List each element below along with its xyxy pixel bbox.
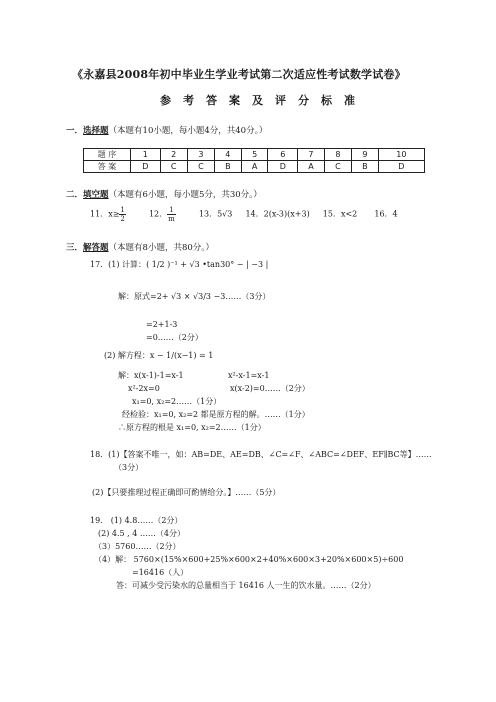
section-fill-desc: （本题有6小题，每小题5分，共30分。）: [108, 190, 262, 200]
q18-part1-score: （3分）: [114, 463, 144, 472]
section-solve-label: 三．: [66, 243, 84, 253]
q19-part1: 19． (1) 4.8……（2分）: [90, 516, 183, 525]
answer-16: 16．4: [374, 209, 398, 219]
section-fill-name: 填空题: [83, 190, 109, 200]
cell-number: 2: [160, 149, 187, 161]
section-fill-heading: [66, 188, 262, 200]
cell-answer: C: [324, 161, 351, 173]
q17-part2-step2b: x(x-2)=0……（2分）: [230, 384, 310, 393]
q17-part2-expression: x − 1/(x−1) = 1: [149, 351, 214, 360]
q17-part2-label: (2) 解方程：: [104, 351, 150, 360]
q19-part4-result: =16416（人）: [132, 568, 189, 577]
q17-part2-step1b: x²-x-1=x-1: [228, 371, 270, 380]
cell-answer: D: [131, 161, 161, 173]
q17-part2-question: [104, 351, 213, 361]
section-solve-desc: （本题有8小题，共80分。）: [108, 243, 215, 253]
fill-answers-row: [90, 206, 398, 223]
q17-part1-step3: =0……（2分）: [146, 333, 203, 342]
cell-number: 1: [131, 149, 161, 161]
cell-answer: B: [351, 161, 378, 173]
cell-answer: C: [187, 161, 214, 173]
q19-part2: (2) 4.5 , 4 ……（4分）: [98, 529, 185, 538]
answer-12-fraction: [167, 206, 176, 223]
answer-table: [83, 148, 425, 173]
cell-number: 10: [378, 149, 424, 161]
answer-11-fraction-den: 2: [120, 215, 125, 223]
row-header-number: 题 序: [84, 149, 131, 161]
cell-number: 5: [241, 149, 268, 161]
cell-number: 7: [298, 149, 325, 161]
q17-part1-label: 17．(1) 计算：: [90, 260, 147, 269]
section-fill-label: 二．: [66, 190, 84, 200]
q17-part1-question: [90, 260, 268, 270]
answer-15: 15．x<2: [322, 209, 358, 219]
answer-12-fraction-den: m: [168, 215, 175, 223]
answer-11-fraction-num: 1: [120, 206, 125, 214]
q17-part2-step4: 经检验：x₁=0, x₂=2 都是原方程的解。……（1分）: [122, 410, 310, 419]
page-title: 《永嘉县2008年初中毕业生学业考试第二次适应性考试数学试卷》: [72, 68, 406, 81]
q19-part4: （4）解： 5760×(15%×600+25%×600×2+40%×600×3+20%×600×5)÷600: [94, 555, 404, 564]
section-choice-heading: [66, 124, 267, 136]
cell-answer: D: [268, 161, 298, 173]
q17-part2-step1a: 解：x(x-1)-1=x-1: [118, 371, 184, 380]
cell-answer: C: [160, 161, 187, 173]
section-choice-name: 选择题: [83, 126, 109, 136]
answer-11: x≥: [108, 209, 120, 219]
answer-12-number: 12．: [148, 209, 168, 219]
q17-part1-step2: =2+1-3: [146, 320, 178, 329]
section-solve-heading: [66, 241, 214, 253]
q17-part1-expression: ( 1/2 )⁻¹ + √3 •tan30° − | −3 |: [146, 260, 269, 269]
q17-part1-step1: 解：原式=2+ √3 × √3/3 −3……（3分）: [118, 292, 271, 301]
answer-14: 2(x-3)(x+3): [263, 209, 310, 219]
q17-part2-step3: x₁=0, x₂=2……（1分）: [132, 397, 222, 406]
cell-number: 3: [187, 149, 214, 161]
q18-part1: 18．(1)【答案不唯一，如：AB=DE、AE=DB、∠C=∠F、∠ABC=∠DEF、EF∥BC等】……: [90, 450, 432, 459]
answer-11-fraction: [119, 206, 125, 223]
cell-answer: A: [241, 161, 268, 173]
q18-part2: (2)【只要推理过程正确即可酌情给分。】……（5分）: [92, 488, 281, 497]
cell-number: 6: [268, 149, 298, 161]
section-solve-name: 解答题: [83, 243, 109, 253]
cell-answer: D: [378, 161, 424, 173]
answer-table-row-numbers: [84, 149, 425, 161]
cell-number: 4: [214, 149, 241, 161]
q17-part2-step2a: x²-2x=0: [128, 384, 160, 393]
answer-12-fraction-num: 1: [167, 206, 176, 215]
q19-conclusion: 答：可减少受污染水的总量相当于 16416 人一生的饮水量。……（2分）: [116, 581, 376, 590]
q19-part3: （3）5760……（2分）: [94, 542, 181, 551]
section-choice-label: 一．: [66, 126, 84, 136]
row-header-answer: 答 案: [84, 161, 131, 173]
answer-11-number: 11．: [90, 209, 109, 219]
answer-13: 13．5√3: [198, 209, 233, 219]
q17-part2-step5: ∴原方程的根是 x₁=0, x₂=2……（1分）: [118, 423, 266, 432]
cell-number: 8: [324, 149, 351, 161]
page-subtitle: 参考答案及评分标准: [160, 94, 367, 107]
cell-answer: A: [298, 161, 325, 173]
cell-answer: B: [214, 161, 241, 173]
answer-table-row-answers: [84, 161, 425, 173]
section-choice-desc: （本题有10小题，每小题4分，共40分。）: [108, 126, 268, 136]
answer-14-number: 14．: [245, 209, 264, 219]
cell-number: 9: [351, 149, 378, 161]
